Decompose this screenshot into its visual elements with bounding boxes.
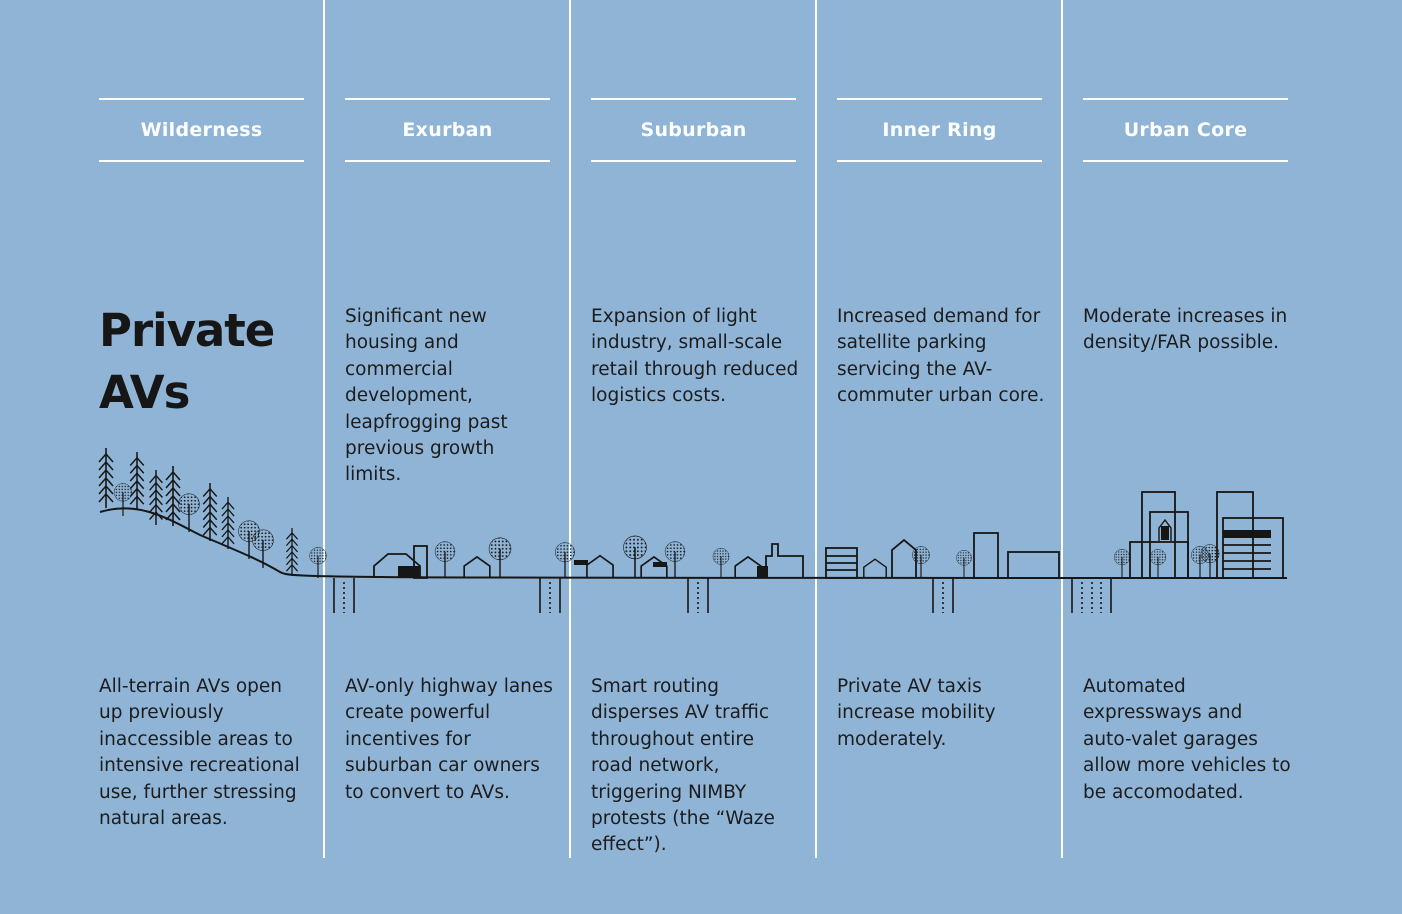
wilderness-transport-text: All-terrain AVs open up previously inaccessible areas to intensive recreational use, further stressing natural areas. bbox=[99, 676, 300, 830]
transect-illustration bbox=[0, 430, 1402, 630]
zone-divider bbox=[1061, 0, 1063, 858]
zone-header-suburban: Suburban bbox=[591, 98, 796, 162]
zone-header-inner-ring: Inner Ring bbox=[837, 98, 1042, 162]
title-line-1: Private bbox=[99, 304, 275, 357]
wilderness-trees bbox=[99, 448, 326, 578]
zone-divider bbox=[569, 0, 571, 858]
suburban-transport-text: Smart routing disperses AV traffic throughout entire road network, triggering NIMBY protests (the “Waze effect”). bbox=[591, 676, 775, 856]
inner-ring-transport-text: Private AV taxis increase mobility moderately. bbox=[837, 676, 996, 750]
urban-core-effect-text: Moderate increases in density/FAR possible. bbox=[1083, 306, 1288, 354]
suburban-buildings bbox=[574, 536, 803, 578]
suburban-effect-text: Expansion of light industry, small-scale retail through reduced logistics costs. bbox=[591, 306, 799, 407]
exurban-effect-text: Significant new housing and commercial development, leapfrogging past previous growth limits. bbox=[345, 306, 508, 486]
urban-core-transport-text: Automated expressways and auto-valet garages allow more vehicles to be accomodated. bbox=[1083, 676, 1291, 803]
exurban-buildings bbox=[374, 538, 575, 578]
zone-header-wilderness: Wilderness bbox=[99, 98, 304, 162]
ground-line bbox=[100, 508, 1287, 578]
exurban-transport-text: AV-only highway lanes create powerful incentives for suburban car owners to convert to AVs. bbox=[345, 676, 553, 803]
title-line-2: AVs bbox=[99, 366, 190, 419]
inner-ring-buildings bbox=[826, 533, 1059, 578]
urban-core-buildings bbox=[1114, 492, 1283, 578]
zone-header-urban-core: Urban Core bbox=[1083, 98, 1288, 162]
zone-divider bbox=[815, 0, 817, 858]
road-markers bbox=[334, 578, 1111, 613]
inner-ring-effect-text: Increased demand for satellite parking servicing the AV-commuter urban core. bbox=[837, 306, 1045, 407]
zone-header-exurban: Exurban bbox=[345, 98, 550, 162]
zone-divider bbox=[323, 0, 325, 858]
page-title bbox=[99, 300, 274, 424]
